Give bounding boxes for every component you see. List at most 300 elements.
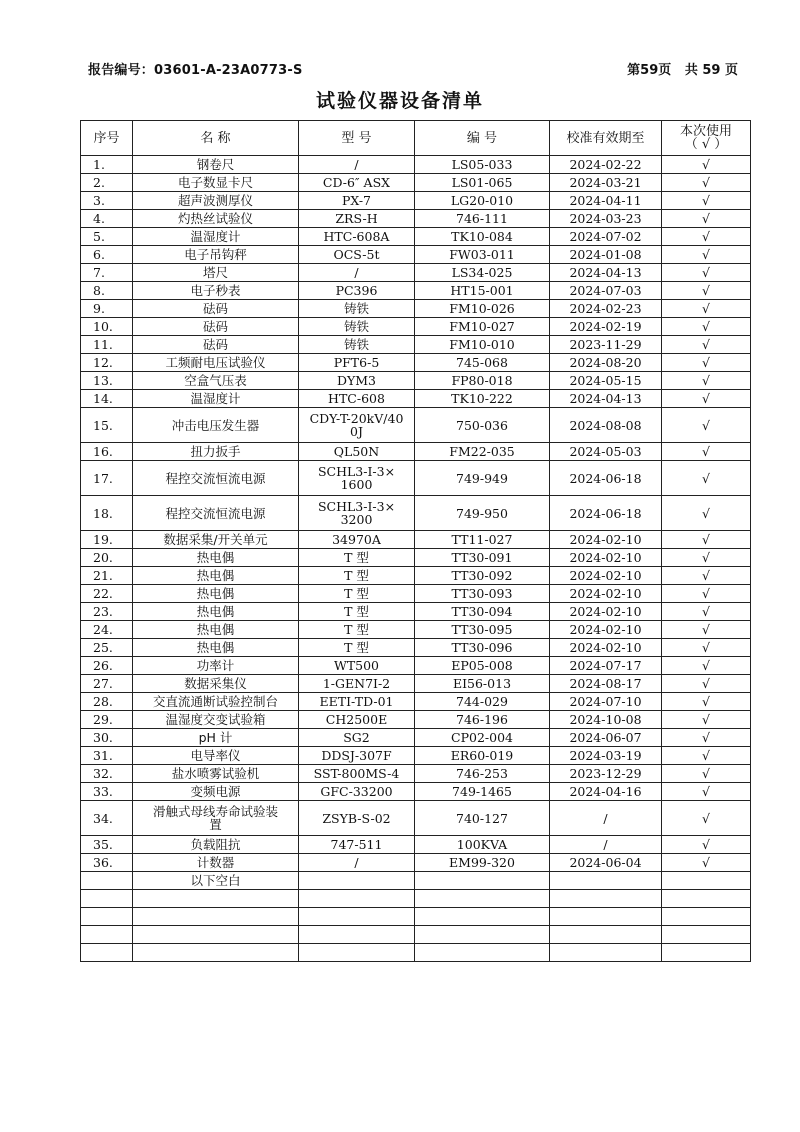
cell-model: ZRS-H <box>299 210 415 228</box>
equipment-table <box>80 120 751 962</box>
cell-no <box>81 890 133 908</box>
cell-model-line2: 3200 <box>340 512 373 527</box>
cell-no: 25. <box>81 639 133 657</box>
table-row <box>81 908 751 926</box>
cell-name: 热电偶 <box>133 567 299 585</box>
cell-code: 749-1465 <box>415 783 550 801</box>
cell-valid <box>550 890 662 908</box>
table-row <box>81 496 751 531</box>
cell-no: 12. <box>81 354 133 372</box>
table-row <box>81 531 751 549</box>
cell-code <box>415 890 550 908</box>
cell-used: √ <box>662 210 751 228</box>
cell-valid: 2024-03-19 <box>550 747 662 765</box>
col-header-used <box>662 121 751 156</box>
cell-model: SST-800MS-4 <box>299 765 415 783</box>
cell-code: 746-253 <box>415 765 550 783</box>
cell-model-line2: 1600 <box>340 477 373 492</box>
cell-valid: 2024-04-13 <box>550 390 662 408</box>
cell-valid: 2024-08-08 <box>550 408 662 443</box>
cell-name-line1: 滑触式母线寿命试验装 <box>152 804 278 819</box>
cell-model: 铸铁 <box>299 336 415 354</box>
table-row <box>81 801 751 836</box>
cell-code <box>415 908 550 926</box>
cell-valid: 2024-02-19 <box>550 318 662 336</box>
col-header-name: 名 称 <box>133 121 299 156</box>
cell-code: FM10-026 <box>415 300 550 318</box>
cell-name: 砝码 <box>133 300 299 318</box>
cell-model: CH2500E <box>299 711 415 729</box>
cell-used: √ <box>662 657 751 675</box>
cell-valid: 2024-02-22 <box>550 156 662 174</box>
cell-used: √ <box>662 461 751 496</box>
cell-no: 21. <box>81 567 133 585</box>
cell-code: TT30-095 <box>415 621 550 639</box>
cell-model: T 型 <box>299 549 415 567</box>
table-row <box>81 890 751 908</box>
cell-no: 7. <box>81 264 133 282</box>
cell-no: 22. <box>81 585 133 603</box>
cell-no: 23. <box>81 603 133 621</box>
cell-model: SG2 <box>299 729 415 747</box>
cell-model: HTC-608A <box>299 228 415 246</box>
cell-valid: 2024-02-10 <box>550 585 662 603</box>
cell-model: 铸铁 <box>299 318 415 336</box>
cell-model: T 型 <box>299 567 415 585</box>
cell-code: TT11-027 <box>415 531 550 549</box>
cell-model <box>299 944 415 962</box>
table-row <box>81 336 751 354</box>
cell-no <box>81 926 133 944</box>
cell-model-line1: SCHL3-I-3× <box>317 499 396 514</box>
cell-no: 16. <box>81 443 133 461</box>
cell-code: LG20-010 <box>415 192 550 210</box>
cell-code: TK10-084 <box>415 228 550 246</box>
cell-code: FM10-010 <box>415 336 550 354</box>
cell-code: ER60-019 <box>415 747 550 765</box>
cell-no: 35. <box>81 836 133 854</box>
cell-code: EI56-013 <box>415 675 550 693</box>
cell-model-line1: CDY-T-20kV/40 <box>309 411 404 426</box>
table-header-row <box>81 121 751 156</box>
col-header-no: 序号 <box>81 121 133 156</box>
cell-valid: 2024-05-03 <box>550 443 662 461</box>
cell-valid: 2024-05-15 <box>550 372 662 390</box>
cell-code: LS05-033 <box>415 156 550 174</box>
table-row <box>81 765 751 783</box>
cell-code <box>415 872 550 890</box>
cell-name <box>133 890 299 908</box>
table-row <box>81 836 751 854</box>
cell-name: 冲击电压发生器 <box>133 408 299 443</box>
cell-no <box>81 908 133 926</box>
cell-used: √ <box>662 603 751 621</box>
cell-valid: 2024-06-18 <box>550 496 662 531</box>
table-row <box>81 585 751 603</box>
cell-model: OCS-5t <box>299 246 415 264</box>
cell-valid: 2024-04-13 <box>550 264 662 282</box>
table-body <box>81 156 751 962</box>
cell-used: √ <box>662 174 751 192</box>
cell-name: 电子秒表 <box>133 282 299 300</box>
table-row <box>81 282 751 300</box>
cell-valid: 2024-06-18 <box>550 461 662 496</box>
cell-model: DYM3 <box>299 372 415 390</box>
table-row <box>81 944 751 962</box>
table-row <box>81 372 751 390</box>
cell-name: 热电偶 <box>133 585 299 603</box>
cell-code: TT30-091 <box>415 549 550 567</box>
cell-code: 749-950 <box>415 496 550 531</box>
cell-no: 28. <box>81 693 133 711</box>
table-row <box>81 854 751 872</box>
table-row <box>81 872 751 890</box>
cell-no: 26. <box>81 657 133 675</box>
cell-name: 温湿度计 <box>133 390 299 408</box>
cell-model: ZSYB-S-02 <box>299 801 415 836</box>
table-row <box>81 693 751 711</box>
cell-code: EM99-320 <box>415 854 550 872</box>
cell-name: 程控交流恒流电源 <box>133 461 299 496</box>
cell-used: √ <box>662 390 751 408</box>
cell-code: 744-029 <box>415 693 550 711</box>
table-row <box>81 246 751 264</box>
col-header-valid: 校准有效期至 <box>550 121 662 156</box>
report-number: 报告编号：03601-A-23A0773-S <box>88 63 303 78</box>
cell-valid <box>550 944 662 962</box>
cell-model <box>299 908 415 926</box>
cell-used: √ <box>662 693 751 711</box>
cell-code: CP02-004 <box>415 729 550 747</box>
cell-name: 热电偶 <box>133 621 299 639</box>
cell-model: / <box>299 156 415 174</box>
cell-model: EETI-TD-01 <box>299 693 415 711</box>
cell-no: 11. <box>81 336 133 354</box>
cell-used <box>662 926 751 944</box>
cell-no: 6. <box>81 246 133 264</box>
table-row <box>81 567 751 585</box>
cell-name: 塔尺 <box>133 264 299 282</box>
cell-valid: / <box>550 836 662 854</box>
cell-code <box>415 944 550 962</box>
cell-no <box>81 872 133 890</box>
cell-name: 热电偶 <box>133 639 299 657</box>
cell-name: 工频耐电压试验仪 <box>133 354 299 372</box>
cell-name <box>133 908 299 926</box>
cell-used: √ <box>662 282 751 300</box>
cell-no: 32. <box>81 765 133 783</box>
cell-name: 热电偶 <box>133 549 299 567</box>
cell-valid: / <box>550 801 662 836</box>
page-total: 共 59 页 <box>684 63 738 78</box>
cell-code: FP80-018 <box>415 372 550 390</box>
cell-used <box>662 908 751 926</box>
cell-code: TK10-222 <box>415 390 550 408</box>
table-row <box>81 210 751 228</box>
cell-model: PC396 <box>299 282 415 300</box>
table-row <box>81 228 751 246</box>
cell-model-line1: SCHL3-I-3× <box>317 464 396 479</box>
cell-used: √ <box>662 836 751 854</box>
cell-code: TT30-092 <box>415 567 550 585</box>
cell-valid: 2024-07-17 <box>550 657 662 675</box>
table-row <box>81 711 751 729</box>
cell-valid: 2024-03-23 <box>550 210 662 228</box>
cell-used: √ <box>662 443 751 461</box>
cell-model: HTC-608 <box>299 390 415 408</box>
cell-model: 1-GEN7I-2 <box>299 675 415 693</box>
table-row <box>81 621 751 639</box>
table-row <box>81 747 751 765</box>
cell-model <box>299 872 415 890</box>
cell-valid: 2024-02-10 <box>550 531 662 549</box>
cell-no: 1. <box>81 156 133 174</box>
cell-no: 5. <box>81 228 133 246</box>
cell-name: 程控交流恒流电源 <box>133 496 299 531</box>
cell-name: 灼热丝试验仪 <box>133 210 299 228</box>
cell-model <box>299 496 415 531</box>
cell-used: √ <box>662 765 751 783</box>
col-header-used-line1: 本次使用 <box>679 124 732 139</box>
table-row <box>81 174 751 192</box>
cell-valid: 2024-04-16 <box>550 783 662 801</box>
cell-name: 盐水喷雾试验机 <box>133 765 299 783</box>
cell-used: √ <box>662 372 751 390</box>
cell-code <box>415 926 550 944</box>
page-current: 第59页 <box>627 63 672 78</box>
cell-no: 33. <box>81 783 133 801</box>
cell-valid: 2024-07-02 <box>550 228 662 246</box>
cell-model: 34970A <box>299 531 415 549</box>
cell-no: 36. <box>81 854 133 872</box>
cell-model: PX-7 <box>299 192 415 210</box>
cell-code: FM22-035 <box>415 443 550 461</box>
cell-code: 100KVA <box>415 836 550 854</box>
cell-used: √ <box>662 549 751 567</box>
cell-model: T 型 <box>299 621 415 639</box>
cell-name <box>133 944 299 962</box>
cell-no: 13. <box>81 372 133 390</box>
cell-valid: 2024-10-08 <box>550 711 662 729</box>
table-row <box>81 926 751 944</box>
cell-used: √ <box>662 675 751 693</box>
cell-used: √ <box>662 192 751 210</box>
cell-no: 30. <box>81 729 133 747</box>
cell-used: √ <box>662 621 751 639</box>
table-row <box>81 639 751 657</box>
table-row <box>81 657 751 675</box>
cell-model: 747-511 <box>299 836 415 854</box>
col-header-code: 编 号 <box>415 121 550 156</box>
cell-model: GFC-33200 <box>299 783 415 801</box>
cell-valid: 2024-01-08 <box>550 246 662 264</box>
cell-used <box>662 890 751 908</box>
cell-used: √ <box>662 246 751 264</box>
cell-valid: 2023-12-29 <box>550 765 662 783</box>
table-row <box>81 549 751 567</box>
cell-model: CD-6″ ASX <box>299 174 415 192</box>
cell-used: √ <box>662 854 751 872</box>
cell-name: 数据采集/开关单元 <box>133 531 299 549</box>
table-row <box>81 354 751 372</box>
cell-name: 温湿度交变试验箱 <box>133 711 299 729</box>
cell-used: √ <box>662 747 751 765</box>
cell-no: 14. <box>81 390 133 408</box>
cell-valid: 2024-07-10 <box>550 693 662 711</box>
cell-valid: 2024-02-10 <box>550 621 662 639</box>
cell-valid: 2024-02-10 <box>550 603 662 621</box>
table-row <box>81 783 751 801</box>
cell-used: √ <box>662 354 751 372</box>
cell-used: √ <box>662 567 751 585</box>
cell-code: 746-111 <box>415 210 550 228</box>
cell-name: 电子数显卡尺 <box>133 174 299 192</box>
col-header-model: 型 号 <box>299 121 415 156</box>
table-row <box>81 461 751 496</box>
cell-name: 超声波测厚仪 <box>133 192 299 210</box>
cell-used: √ <box>662 585 751 603</box>
table-row <box>81 318 751 336</box>
document-title: 试验仪器设备清单 <box>315 90 484 112</box>
cell-no: 15. <box>81 408 133 443</box>
cell-model <box>299 926 415 944</box>
cell-code: TT30-093 <box>415 585 550 603</box>
cell-no: 27. <box>81 675 133 693</box>
cell-used <box>662 944 751 962</box>
cell-model-line2: 0J <box>350 424 363 439</box>
cell-code: TT30-096 <box>415 639 550 657</box>
cell-valid: 2024-06-04 <box>550 854 662 872</box>
cell-valid: 2024-08-20 <box>550 354 662 372</box>
col-header-used-line2: （ √ ） <box>684 137 728 152</box>
cell-valid <box>550 872 662 890</box>
cell-valid: 2024-06-07 <box>550 729 662 747</box>
cell-code: FW03-011 <box>415 246 550 264</box>
cell-valid: 2024-04-11 <box>550 192 662 210</box>
cell-no <box>81 944 133 962</box>
cell-code: LS01-065 <box>415 174 550 192</box>
table-row <box>81 443 751 461</box>
page-indicator <box>627 59 738 78</box>
cell-valid: 2024-02-10 <box>550 567 662 585</box>
cell-used: √ <box>662 531 751 549</box>
cell-used: √ <box>662 408 751 443</box>
cell-name: 变频电源 <box>133 783 299 801</box>
cell-valid: 2024-07-03 <box>550 282 662 300</box>
cell-name <box>133 926 299 944</box>
cell-name: 交直流通断试验控制台 <box>133 693 299 711</box>
cell-code: EP05-008 <box>415 657 550 675</box>
cell-model: / <box>299 854 415 872</box>
cell-name: 热电偶 <box>133 603 299 621</box>
cell-valid: 2024-02-23 <box>550 300 662 318</box>
cell-model: / <box>299 264 415 282</box>
cell-name: 电子吊钩秤 <box>133 246 299 264</box>
table-row <box>81 156 751 174</box>
cell-used: √ <box>662 264 751 282</box>
cell-no: 2. <box>81 174 133 192</box>
cell-code: 745-068 <box>415 354 550 372</box>
cell-name: 钢卷尺 <box>133 156 299 174</box>
cell-used: √ <box>662 783 751 801</box>
cell-name: 空盒气压表 <box>133 372 299 390</box>
cell-no: 10. <box>81 318 133 336</box>
cell-no: 31. <box>81 747 133 765</box>
cell-code: 749-949 <box>415 461 550 496</box>
cell-model: QL50N <box>299 443 415 461</box>
cell-code: LS34-025 <box>415 264 550 282</box>
cell-name: 电导率仪 <box>133 747 299 765</box>
cell-valid: 2023-11-29 <box>550 336 662 354</box>
cell-valid: 2024-03-21 <box>550 174 662 192</box>
cell-name: 以下空白 <box>133 872 299 890</box>
cell-no: 4. <box>81 210 133 228</box>
cell-code: FM10-027 <box>415 318 550 336</box>
cell-code: 746-196 <box>415 711 550 729</box>
cell-used: √ <box>662 711 751 729</box>
cell-model: 铸铁 <box>299 300 415 318</box>
table-row <box>81 264 751 282</box>
cell-no: 24. <box>81 621 133 639</box>
cell-name: 砝码 <box>133 336 299 354</box>
table-row <box>81 192 751 210</box>
table-row <box>81 300 751 318</box>
cell-valid <box>550 908 662 926</box>
cell-used <box>662 872 751 890</box>
cell-used: √ <box>662 300 751 318</box>
table-row <box>81 729 751 747</box>
cell-name-line2: 置 <box>209 817 222 832</box>
cell-valid: 2024-02-10 <box>550 549 662 567</box>
cell-model: T 型 <box>299 585 415 603</box>
table-row <box>81 408 751 443</box>
cell-code: HT15-001 <box>415 282 550 300</box>
cell-name: 砝码 <box>133 318 299 336</box>
cell-model: DDSJ-307F <box>299 747 415 765</box>
cell-used: √ <box>662 639 751 657</box>
cell-name: 数据采集仪 <box>133 675 299 693</box>
cell-used: √ <box>662 496 751 531</box>
cell-used: √ <box>662 336 751 354</box>
cell-model <box>299 890 415 908</box>
cell-name: pH 计 <box>133 729 299 747</box>
cell-valid: 2024-08-17 <box>550 675 662 693</box>
cell-no: 9. <box>81 300 133 318</box>
cell-no: 18. <box>81 496 133 531</box>
cell-no: 3. <box>81 192 133 210</box>
cell-model: T 型 <box>299 603 415 621</box>
cell-used: √ <box>662 729 751 747</box>
cell-no: 34. <box>81 801 133 836</box>
cell-model <box>299 408 415 443</box>
table-row <box>81 675 751 693</box>
table-row <box>81 603 751 621</box>
cell-name <box>133 801 299 836</box>
cell-used: √ <box>662 801 751 836</box>
cell-code: 740-127 <box>415 801 550 836</box>
cell-name: 负载阻抗 <box>133 836 299 854</box>
cell-valid <box>550 926 662 944</box>
cell-no: 8. <box>81 282 133 300</box>
cell-no: 29. <box>81 711 133 729</box>
cell-no: 20. <box>81 549 133 567</box>
cell-valid: 2024-02-10 <box>550 639 662 657</box>
cell-code: TT30-094 <box>415 603 550 621</box>
cell-no: 19. <box>81 531 133 549</box>
cell-used: √ <box>662 156 751 174</box>
cell-name: 功率计 <box>133 657 299 675</box>
cell-model <box>299 461 415 496</box>
